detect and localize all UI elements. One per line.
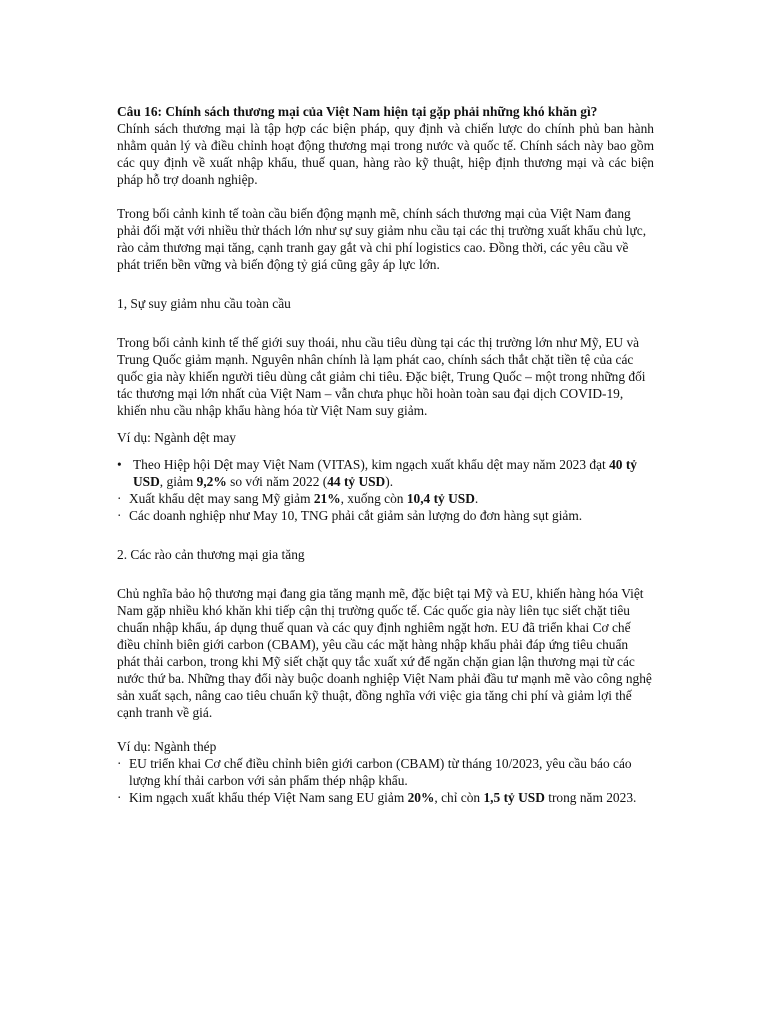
list-item-text: Các doanh nghiệp như May 10, TNG phải cắt giảm sản lượng do đơn hàng sụt giảm. [129, 508, 583, 523]
list-item [117, 456, 654, 490]
section1-example-label: Ví dụ: Ngành dệt may [117, 430, 237, 445]
context-paragraph: Trong bối cảnh kinh tế toàn cầu biến động mạnh mẽ, chính sách thương mại của Việt Nam đang phải đối mặt với nhiều thử thách lớn như sự suy giảm nhu cầu tại các thị trường xuất khẩu chủ lực, rào cảm thương mại tăng, cạnh tranh gay gắt và chi phí logistics cao. Đồng thời, các yêu cầu về phát triển bền vững và biến động tỷ giá cũng gây áp lực lớn. [117, 206, 647, 272]
dot-bullet-icon: · [117, 508, 122, 523]
section1-title: 1, Sự suy giảm nhu cầu toàn cầu [117, 296, 291, 311]
list-item-text: Theo Hiệp hội Dệt may Việt Nam (VITAS), kim ngạch xuất khẩu dệt may năm 2023 đạt 40 tỷ USD, giảm 9,2% so với năm 2022 (44 tỷ USD). [133, 457, 638, 489]
spacer [117, 419, 654, 429]
dot-bullet-icon: · [117, 790, 122, 805]
spacer [117, 312, 654, 334]
document-page [117, 103, 654, 806]
spacer [117, 446, 654, 456]
list-item [117, 507, 654, 524]
spacer [117, 721, 654, 738]
section2-title: 2. Các rào cản thương mại gia tăng [117, 547, 305, 562]
list-item-text: EU triển khai Cơ chế điều chỉnh biên giới carbon (CBAM) từ tháng 10/2023, yêu cầu báo cáo lượng khí thải carbon với sản phẩm thép nhập khẩu. [129, 756, 632, 788]
list-item [117, 789, 654, 806]
section1-body: Trong bối cảnh kinh tế thế giới suy thoái, nhu cầu tiêu dùng tại các thị trường lớn như Mỹ, EU và Trung Quốc giảm mạnh. Nguyên nhân chính là lạm phát cao, chính sách thắt chặt tiền tệ của các quốc gia này khiến người tiêu dùng cắt giảm chi tiêu. Đặc biệt, Trung Quốc – một trong những đối tác thương mại lớn nhất của Việt Nam – vẫn chưa phục hồi hoàn toàn sau đại dịch COVID-19, khiến nhu cầu nhập khẩu hàng hóa từ Việt Nam suy giảm. [117, 335, 646, 418]
question-heading: Câu 16: Chính sách thương mại của Việt Nam hiện tại gặp phải những khó khăn gì? [117, 104, 598, 119]
spacer [117, 273, 654, 295]
dot-bullet-icon: · [117, 756, 122, 771]
round-bullet-icon: • [117, 457, 122, 472]
spacer [117, 563, 654, 585]
list-item-text: Xuất khẩu dệt may sang Mỹ giảm 21%, xuống còn 10,4 tỷ USD. [129, 491, 479, 506]
list-item [117, 755, 654, 789]
intro-paragraph: Chính sách thương mại là tập hợp các biện pháp, quy định và chiến lược do chính phủ ban hành nhằm quản lý và điều chỉnh hoạt động thương mại trong nước và quốc tế. Chính sách này bao gồm các quy định về xuất nhập khẩu, thuế quan, hàng rào kỹ thuật, hiệp định thương mại và các biện pháp hỗ trợ doanh nghiệp. [117, 121, 654, 187]
spacer [117, 188, 654, 205]
list-item [117, 490, 654, 507]
list-item-text: Kim ngạch xuất khẩu thép Việt Nam sang EU giảm 20%, chỉ còn 1,5 tỷ USD trong năm 2023. [129, 790, 637, 805]
section2-example-label: Ví dụ: Ngành thép [117, 739, 217, 754]
dot-bullet-icon: · [117, 491, 122, 506]
section2-body: Chủ nghĩa bảo hộ thương mại đang gia tăng mạnh mẽ, đặc biệt tại Mỹ và EU, khiến hàng hóa Việt Nam gặp nhiều khó khăn khi tiếp cận thị trường quốc tế. Các quốc gia này liên tục siết chặt tiêu chuẩn nhập khẩu, áp dụng thuế quan và các quy định nghiêm ngặt hơn. EU đã triển khai Cơ chế điều chỉnh biên giới carbon (CBAM), yêu cầu các mặt hàng nhập khẩu phải đáp ứng tiêu chuẩn phát thải carbon, trong khi Mỹ siết chặt quy tắc xuất xứ để ngăn chặn gian lận thương mại từ các nước thứ ba. Những thay đổi này buộc doanh nghiệp Việt Nam phải đầu tư mạnh mẽ vào công nghệ sản xuất sạch, nâng cao tiêu chuẩn kỹ thuật, đồng nghĩa với việc gia tăng chi phí và giảm lợi thế cạnh tranh về giá. [117, 586, 652, 720]
spacer [117, 524, 654, 546]
